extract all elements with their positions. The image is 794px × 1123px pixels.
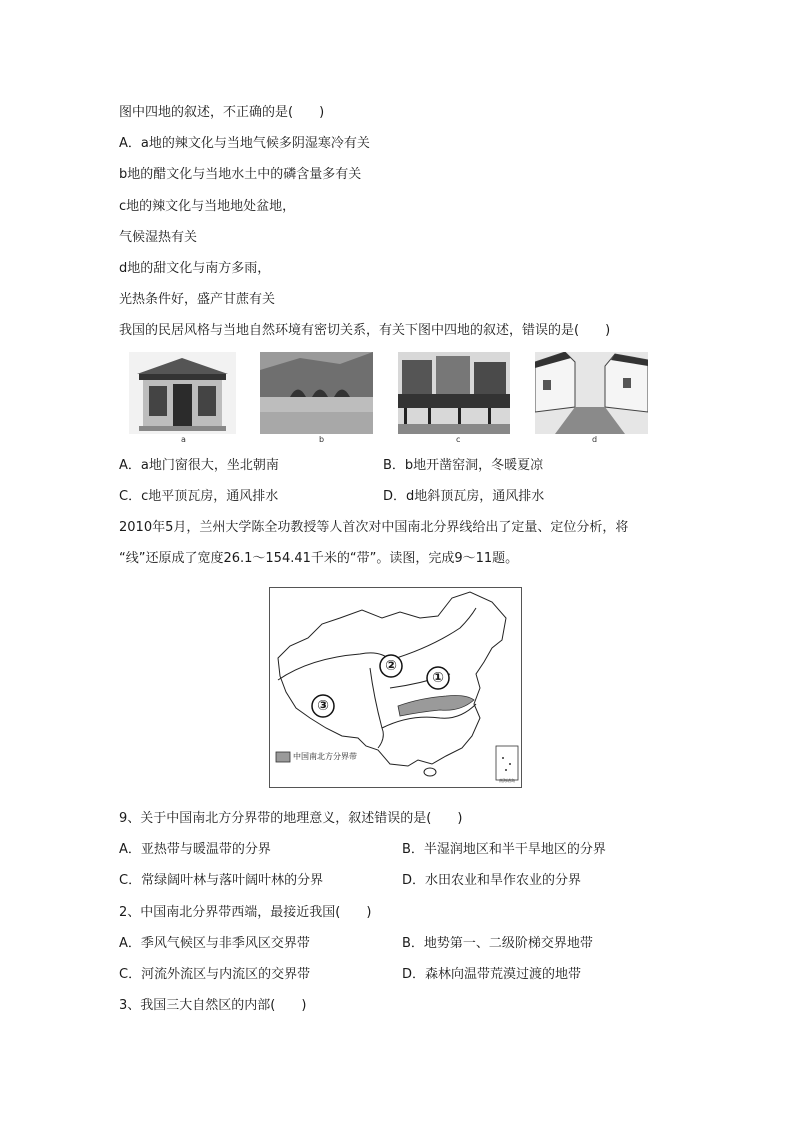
q9-option-a: A．亚热带与暖温带的分界 (119, 842, 271, 857)
caption-a: a (181, 435, 186, 444)
houses-question-stem: 我国的民居风格与当地自然环境有密切关系，有关下图中四地的叙述，错误的是( ) (119, 323, 611, 338)
caption-d: d (592, 435, 598, 444)
houses-option-c: C．c地平顶瓦房，通风排水 (119, 489, 279, 504)
q10-option-d: D．森林向温带荒漠过渡的地带 (402, 967, 582, 982)
map-label-3: ③ (317, 698, 329, 714)
question-stem: 图中四地的叙述，不正确的是( ) (119, 105, 325, 120)
option-a: A．a地的辣文化与当地气候多阴湿寒冷有关 (119, 136, 370, 151)
caption-c: c (456, 435, 461, 444)
option-c: c地的辣文化与当地地处盆地， (119, 199, 296, 214)
option-b: b地的醋文化与当地水土中的磷含量多有关 (119, 167, 362, 182)
photo-a (129, 352, 236, 434)
q10-stem: 2、中国南北分界带西端，最接近我国( ) (119, 905, 372, 920)
photo-b (260, 352, 373, 434)
photo-d (535, 352, 648, 434)
passage-line-1: 2010年5月，兰州大学陈全功教授等人首次对中国南北分界线给出了定量、定位分析，将 (119, 520, 629, 535)
q9-stem: 9、关于中国南北方分界带的地理意义，叙述错误的是( ) (119, 811, 463, 826)
china-map (269, 587, 522, 788)
houses-option-a: A．a地门窗很大，坐北朝南 (119, 458, 279, 473)
map-inset-label: 南海诸岛 (499, 778, 515, 783)
q10-option-b: B．地势第一、二级阶梯交界地带 (402, 936, 593, 951)
option-c-cont: 气候湿热有关 (119, 230, 198, 245)
q9-option-d: D．水田农业和旱作农业的分界 (402, 873, 582, 888)
q10-option-a: A．季风气候区与非季风区交界带 (119, 936, 310, 951)
map-legend-label: 中国南北方分界带 (293, 752, 357, 761)
q10-option-c: C．河流外流区与内流区的交界带 (119, 967, 311, 982)
houses-option-b: B．b地开凿窑洞，冬暖夏凉 (383, 458, 544, 473)
caption-b: b (319, 435, 325, 444)
option-d: d地的甜文化与南方多雨， (119, 261, 271, 276)
q9-option-c: C．常绿阔叶林与落叶阔叶林的分界 (119, 873, 324, 888)
map-label-2: ② (385, 658, 397, 674)
passage-line-2: “线”还原成了宽度26.1～154.41千米的“带”。读图，完成9～11题。 (119, 551, 519, 566)
houses-option-d: D．d地斜顶瓦房，通风排水 (383, 489, 545, 504)
map-label-1: ① (432, 670, 444, 686)
q11-stem: 3、我国三大自然区的内部( ) (119, 998, 307, 1013)
q9-option-b: B．半湿润地区和半干旱地区的分界 (402, 842, 606, 857)
photo-c (398, 352, 510, 434)
option-d-cont: 光热条件好，盛产甘蔗有关 (119, 292, 276, 307)
